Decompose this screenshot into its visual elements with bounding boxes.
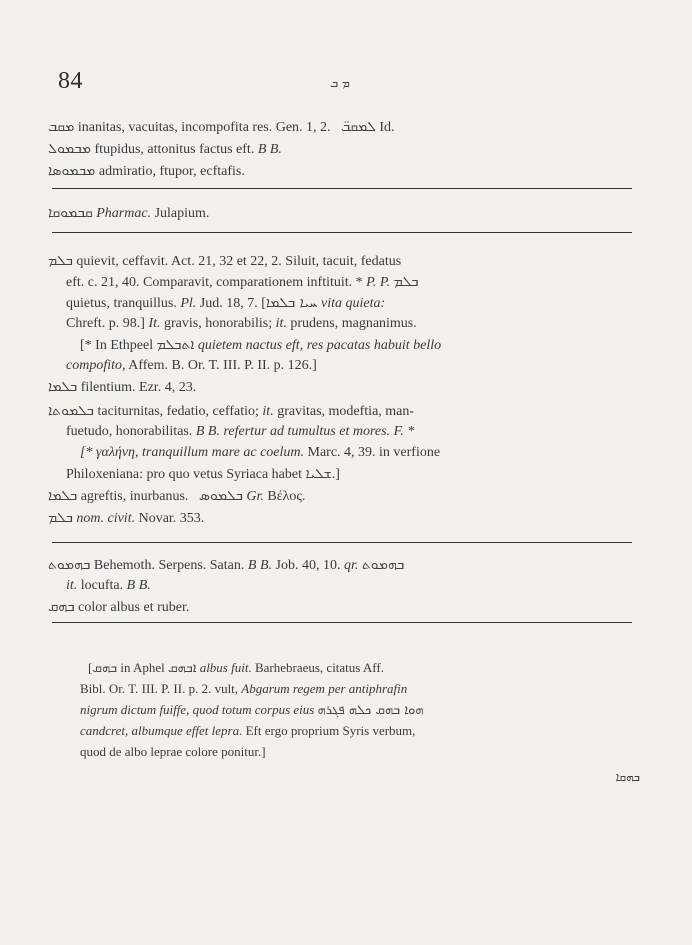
entry-line: fuetudo, honorabilitas. B B. refertur ad tumultus et mores. F. * (66, 424, 415, 439)
entry-line: quietus, tranquillus. Pl. Jud. 18, 7. [ܚܝܐ ܒܠܡܐ vita quieta: (66, 295, 386, 311)
entry-line: ܒܠܡܐ filentium. Ezr. 4, 23. (48, 379, 197, 395)
entry-line: ܩܒܡܘܩܐ Pharmac. Julapium. (48, 205, 210, 221)
note-line: candcret, albumque effet lepra. Eft ergo proprium Syris verbum, (80, 723, 416, 738)
entry-line: ܡܒܡܘܣܐ admiratio, ftupor, ecftafis. (48, 163, 245, 179)
entry-line: [* In Ethpeel ܐܬܒܠܡ quietem nactus eft, res pacatas habuit bello (80, 337, 442, 353)
entry-line: ܒܗܡܘܬ Behemoth. Serpens. Satan. B B. Job. 40, 10. qr. ܒܗܡܘܬ (48, 557, 405, 573)
running-head: ܡ ܒ (330, 76, 350, 90)
note-line: nigrum dictum fuiffe, quod totum corpus eius ܗܘܐ ܒܗܩ ܟܠܗ ܦܓܪܗ (80, 702, 424, 718)
syriac-word: ܩܒܡܘܩܐ (48, 205, 93, 221)
entry-line: ܡܒܡܘܠ ftupidus, attonitus factus eft. B B. (48, 141, 282, 157)
section-divider (52, 542, 632, 543)
syriac-word: ܒܗܡܘܬ (48, 557, 91, 573)
syriac-word: ܒܠܡܘܬܐ (48, 403, 94, 419)
entry-line: Philoxeniana: pro quo vetus Syriaca habet ܫܠܝܐ.] (66, 466, 340, 482)
entry-line: [* γαλήνη, tranquillum mare ac coelum. Marc. 4, 39. in verfione (80, 445, 441, 460)
entry-line: ܒܗܩ color albus et ruber. (48, 599, 190, 615)
syriac-word: ܒܗܩ (48, 599, 75, 615)
syriac-word: ܒܠܡ (48, 253, 73, 269)
section-divider (52, 622, 632, 623)
syriac-word: ܒܠܡ (48, 510, 73, 526)
syriac-word: ܒܠܡܐ (48, 379, 78, 395)
section-divider (52, 188, 632, 189)
entry-line: ܒܠܡܘܬܐ taciturnitas, fedatio, ceffatio; it. gravitas, modeftia, man- (48, 403, 415, 419)
catchword: ܒܗܩܐ (615, 770, 640, 784)
entry-line: eft. c. 21, 40. Comparavit, comparationem inftituit. * P. P. ܒܠܡ (66, 274, 419, 290)
syriac-word: ܡܩܒ (48, 119, 75, 135)
entry-line: compofito, Affem. B. Or. T. III. P. II. p. 126.] (66, 358, 317, 373)
syriac-word: ܡܒܡܘܠ (48, 141, 92, 157)
entry-line: ܒܠܡ nom. civit. Novar. 353. (48, 510, 205, 526)
entry-line: ܒܠܡܐ agreftis, inurbanus. ܒܠܡܘܣ Gr. Βέλος. (48, 488, 306, 504)
section-divider (52, 232, 632, 233)
entry-line: ܒܠܡ quievit, ceffavit. Act. 21, 32 et 22, 2. Siluit, tacuit, fedatus (48, 253, 402, 269)
entry-line: it. locufta. B B. (66, 578, 151, 593)
note-line: quod de albo leprae colore ponitur.] (80, 744, 266, 759)
entry-line: ܡܩܒ inanitas, vacuitas, incompofita res. Gen. 1, 2. ܠܡܩܒ̈ Id. (48, 119, 395, 135)
note-line: [ܒܗܩ in Aphel ܐܒܗܩ albus fuit. Barhebraeus, citatus Aff. (88, 660, 384, 676)
syriac-word: ܡܒܡܘܣܐ (48, 163, 96, 179)
entry-line: Chreft. p. 98.] It. gravis, honorabilis; it. prudens, magnanimus. (66, 316, 417, 331)
syriac-word: ܒܠܡܐ (48, 488, 78, 504)
note-line: Bibl. Or. T. III. P. II. p. 2. vult, Abgarum regem per antiphrafin (80, 681, 408, 696)
page-number: 84 (58, 68, 83, 94)
